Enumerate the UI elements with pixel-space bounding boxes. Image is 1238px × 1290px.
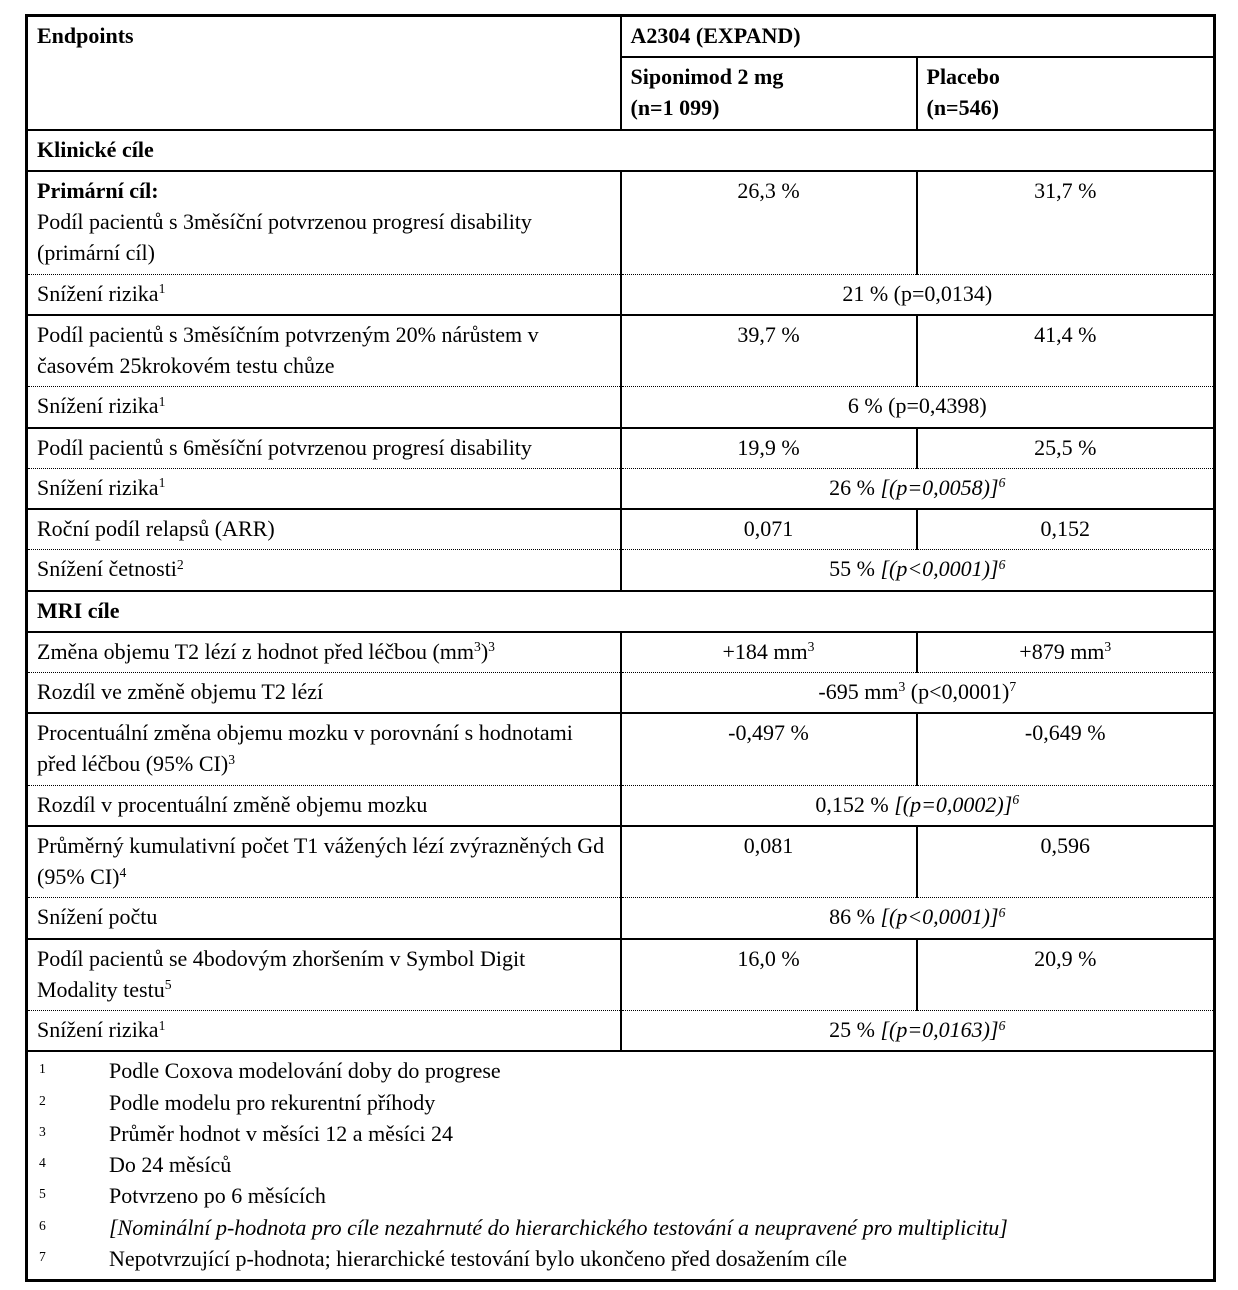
combined-value: 21 % (p=0,0134) <box>621 274 1215 315</box>
footnote <box>37 1180 1204 1211</box>
row-zmena-t2 <box>27 632 1215 673</box>
combined-value: 25 % [(p=0,0163)]$^6$ <box>621 1011 1215 1052</box>
placebo-column-header <box>917 57 1215 129</box>
endpoint-label: Roční podíl relapsů (ARR) <box>27 509 621 550</box>
placebo-value: 31,7 % <box>917 171 1215 274</box>
footnote <box>37 1055 1204 1086</box>
row-sdmt <box>27 939 1215 1011</box>
footnote-marker: 7 <box>39 1248 46 1264</box>
endpoints-table <box>25 14 1216 1282</box>
endpoint-label: Snížení rizika$^1$ <box>27 274 621 315</box>
siponimod-arm-label: Siponimod 2 mg <box>630 64 784 90</box>
study-header: A2304 (EXPAND) <box>621 16 1215 58</box>
endpoint-label: Podíl pacientů se 4bodovým zhoršením v Symbol Digit Modality testu$^5$ <box>27 939 621 1011</box>
placebo-value: +879 $mm^3$ <box>917 632 1215 673</box>
combined-value: 26 % [(p=0,0058)]$^6$ <box>621 468 1215 509</box>
footnote-text: Nepotvrzující p-hodnota; hierarchické testování bylo ukončeno před dosažením cíle <box>109 1245 847 1271</box>
siponimod-value: 0,071 <box>621 509 917 550</box>
section-mri-cile <box>27 591 1215 632</box>
section-klinicke-cile <box>27 130 1215 171</box>
row-snizeni-rizika-4 <box>27 1011 1215 1052</box>
footnote <box>37 1149 1204 1180</box>
section-header: Klinické cíle <box>27 130 1215 171</box>
footnote <box>37 1118 1204 1149</box>
combined-value: 6 % (p=0,4398) <box>621 387 1215 428</box>
placebo-arm-label: Placebo <box>926 64 1000 90</box>
footnote-marker: 1 <box>39 1061 46 1077</box>
endpoint-label: Snížení počtu <box>27 898 621 939</box>
row-snizeni-rizika-3 <box>27 468 1215 509</box>
section-header: MRI cíle <box>27 591 1215 632</box>
footnotes-cell <box>27 1051 1215 1280</box>
siponimod-value: 0,081 <box>621 826 917 898</box>
footnote <box>37 1243 1204 1274</box>
footnote-marker: 2 <box>39 1092 46 1108</box>
endpoint-label: Podíl pacientů s 6měsíční potvrzenou progresí disability <box>27 428 621 469</box>
row-snizeni-poctu <box>27 898 1215 939</box>
footnote-text: Průměr hodnot v měsíci 12 a měsíci 24 <box>109 1120 453 1146</box>
footnote-text: Podle Coxova modelování doby do progrese <box>109 1058 501 1084</box>
footnote-text: Potvrzeno po 6 měsících <box>109 1183 326 1209</box>
row-snizeni-rizika-1 <box>27 274 1215 315</box>
siponimod-n-label: (n=1 099) <box>630 95 720 121</box>
siponimod-value: +184 $mm^3$ <box>621 632 917 673</box>
row-prumerny-pocet-t1 <box>27 826 1215 898</box>
combined-value: 55 % [(p<0,0001)]$^6$ <box>621 550 1215 591</box>
endpoint-label: Primární cíl: Podíl pacientů s 3měsíční potvrzenou progresí disability (primární cíl) <box>27 171 621 274</box>
placebo-value: 25,5 % <box>917 428 1215 469</box>
siponimod-value: 39,7 % <box>621 315 917 387</box>
endpoint-label: Snížení četnosti$^2$ <box>27 550 621 591</box>
endpoint-label: Snížení rizika$^1$ <box>27 468 621 509</box>
footnote-marker: 4 <box>39 1155 46 1171</box>
endpoint-label: Změna objemu T2 lézí z hodnot před léčbou $(mm^3)^3$ <box>27 632 621 673</box>
placebo-value: 20,9 % <box>917 939 1215 1011</box>
footnotes-row <box>27 1051 1215 1280</box>
footnote-text: Do 24 měsíců <box>109 1152 232 1178</box>
footnote <box>37 1212 1204 1243</box>
row-snizeni-cetnosti <box>27 550 1215 591</box>
combined-value: 0,152 % [(p=0,0002)]$^6$ <box>621 785 1215 826</box>
footnote-marker: 3 <box>39 1123 46 1139</box>
combined-value: -695 $mm^3$ (p<0,0001)$^7$ <box>621 672 1215 713</box>
footnote-text: [Nominální p-hodnota pro cíle nezahrnuté do hierarchického testování a neupravené pro multiplicitu] <box>109 1214 1008 1240</box>
footnote-text: Podle modelu pro rekurentní příhody <box>109 1089 436 1115</box>
row-rozdil-t2 <box>27 672 1215 713</box>
placebo-n-label: (n=546) <box>926 95 999 121</box>
row-arr <box>27 509 1215 550</box>
siponimod-column-header <box>621 57 917 129</box>
siponimod-value: 26,3 % <box>621 171 917 274</box>
endpoint-label: Snížení rizika$^1$ <box>27 1011 621 1052</box>
footnote-marker: 5 <box>39 1186 46 1202</box>
endpoint-label: Procentuální změna objemu mozku v porovnání s hodnotami před léčbou (95% CI)$^3$ <box>27 713 621 785</box>
siponimod-value: -0,497 % <box>621 713 917 785</box>
row-procentualni-zmena-mozku <box>27 713 1215 785</box>
footnotes-list <box>37 1055 1204 1274</box>
endpoint-label: Rozdíl ve změně objemu T2 lézí <box>27 672 621 713</box>
placebo-value: 41,4 % <box>917 315 1215 387</box>
endpoint-label: Rozdíl v procentuální změně objemu mozku <box>27 785 621 826</box>
placebo-value: 0,152 <box>917 509 1215 550</box>
placebo-value: 0,596 <box>917 826 1215 898</box>
row-podil-3mesicnim-20pct <box>27 315 1215 387</box>
endpoints-column-header: Endpoints <box>27 16 621 130</box>
endpoint-label: Snížení rizika$^1$ <box>27 387 621 428</box>
row-podil-6mesicni <box>27 428 1215 469</box>
siponimod-value: 16,0 % <box>621 939 917 1011</box>
combined-value: 86 % [(p<0,0001)]$^6$ <box>621 898 1215 939</box>
footnote <box>37 1087 1204 1118</box>
header-row-study <box>27 16 1215 58</box>
siponimod-value: 19,9 % <box>621 428 917 469</box>
endpoint-label: Podíl pacientů s 3měsíčním potvrzeným 20% nárůstem v časovém 25krokovém testu chůze <box>27 315 621 387</box>
placebo-value: -0,649 % <box>917 713 1215 785</box>
row-rozdil-zmena-mozku <box>27 785 1215 826</box>
endpoint-label: Průměrný kumulativní počet T1 vážených lézí zvýrazněných Gd (95% CI)$^4$ <box>27 826 621 898</box>
row-primarni-cil <box>27 171 1215 274</box>
footnote-marker: 6 <box>39 1217 46 1233</box>
row-snizeni-rizika-2 <box>27 387 1215 428</box>
